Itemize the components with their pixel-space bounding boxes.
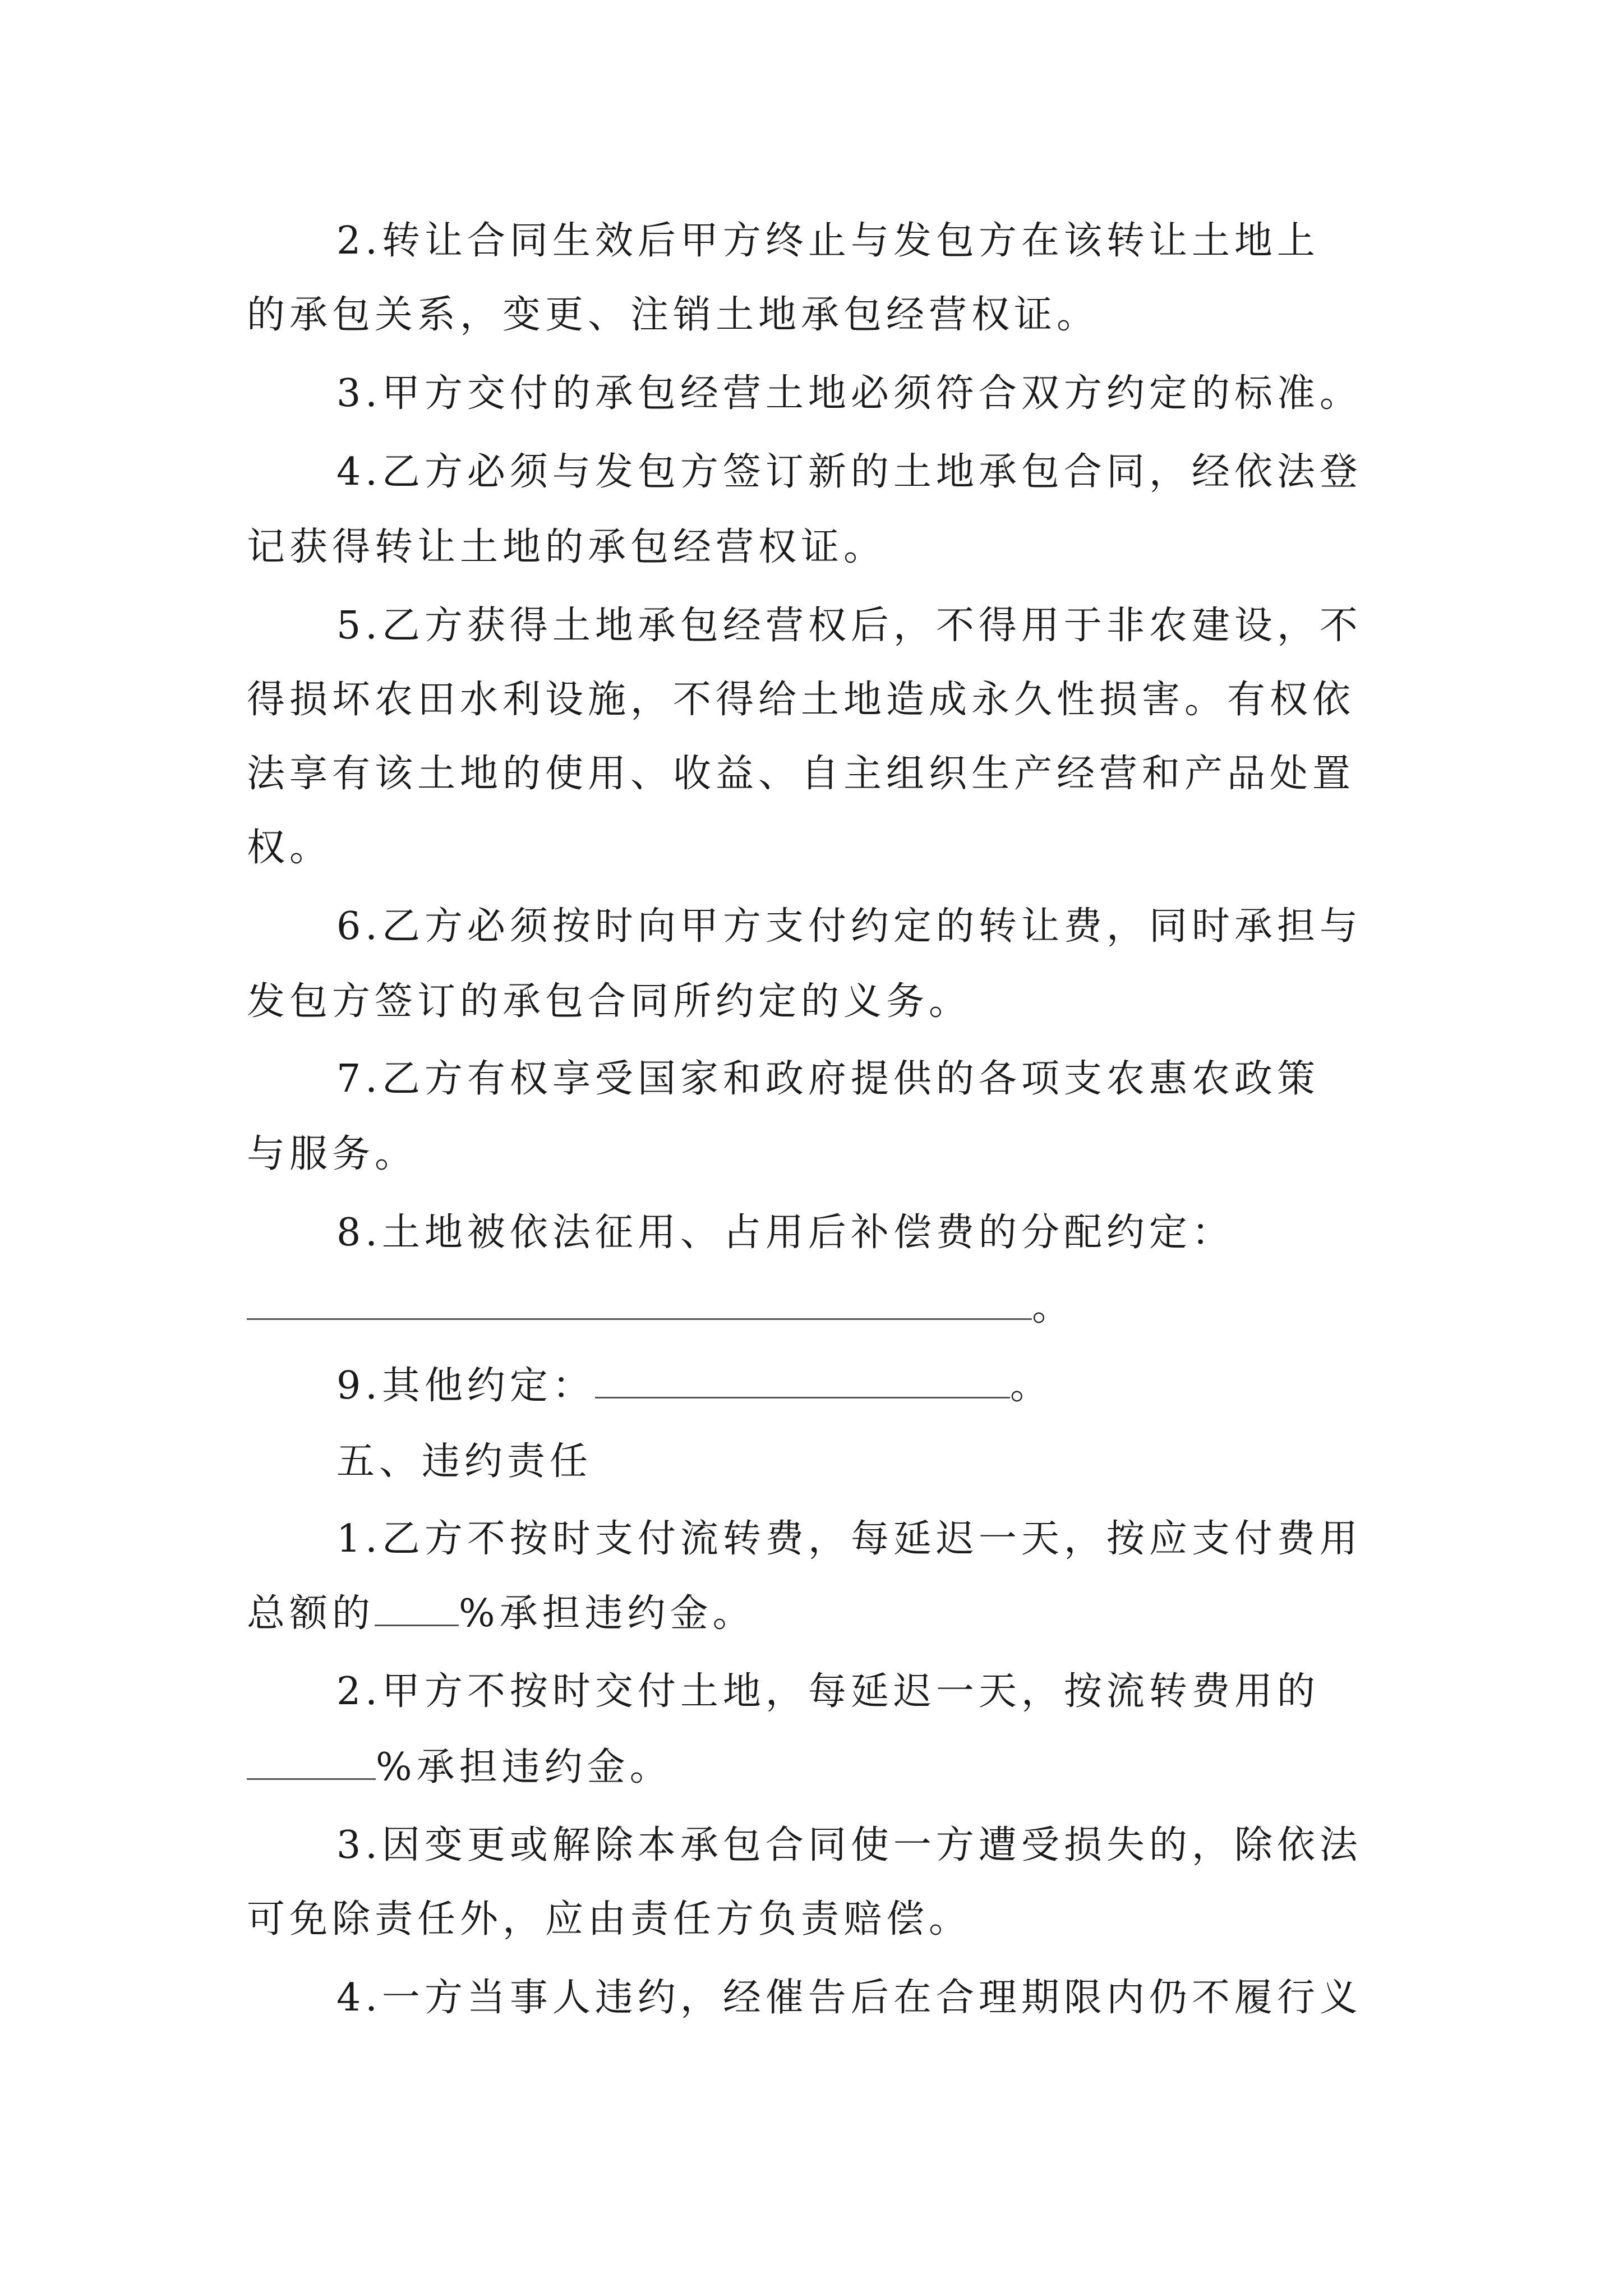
clause-4-8-line-1: 8.土地被依法征用、占用后补偿费的分配约定： — [336, 1211, 1234, 1255]
clause-4-6-line-2: 发包方签订的承包合同所约定的义务。 — [247, 979, 972, 1024]
period: 。 — [1009, 1364, 1053, 1408]
fill-blank-other-agreement[interactable] — [595, 1358, 1010, 1398]
clause-4-5-line-1: 5.乙方获得土地承包经营权后，不得用于非农建设，不 — [336, 604, 1362, 648]
fill-blank-late-payment-rate[interactable] — [375, 1585, 459, 1626]
clause-5-1-line-1: 1.乙方不按时支付流转费，每延迟一天，按应支付费用 — [336, 1517, 1362, 1561]
clause-4-2-line-2: 的承包关系，变更、注销土地承包经营权证。 — [247, 293, 1100, 337]
section-5-heading: 五、违约责任 — [336, 1439, 593, 1484]
clause-4-4-line-1: 4.乙方必须与发包方签订新的土地承包合同，经依法登 — [336, 450, 1362, 494]
clause-4-6-line-1: 6.乙方必须按时向甲方支付约定的转让费，同时承担与 — [336, 904, 1362, 949]
clause-4-7-line-2: 与服务。 — [247, 1132, 418, 1176]
clause-4-4-line-2: 记获得转让土地的承包经营权证。 — [247, 525, 887, 569]
clause-5-4-line-1: 4.一方当事人违约，经催告后在合理期限内仍不履行义 — [336, 1976, 1362, 2020]
clause-4-5-line-3: 法享有该土地的使用、收益、自主组织生产经营和产品处置 — [247, 752, 1355, 796]
clause-4-7-line-1: 7.乙方有权享受国家和政府提供的各项支农惠农政策 — [336, 1057, 1320, 1101]
period: 。 — [1032, 1285, 1075, 1329]
fill-blank-compensation[interactable] — [247, 1279, 1032, 1320]
clause-5-2-line-2 — [247, 1739, 672, 1796]
clause-4-2-line-1: 2.转让合同生效后甲方终止与发包方在该转让土地上 — [336, 219, 1320, 263]
clause-4-9-line-1 — [336, 1358, 1053, 1414]
clause-5-3-line-1: 3.因变更或解除本承包合同使一方遭受损失的，除依法 — [336, 1823, 1362, 1867]
penalty-text: %承担违约金。 — [376, 1745, 672, 1789]
clause-5-1-line-2 — [247, 1585, 755, 1642]
clause-4-3-line-1: 3.甲方交付的承包经营土地必须符合双方约定的标准。 — [336, 371, 1362, 416]
clause-4-5-line-2: 得损坏农田水利设施，不得给土地造成永久性损害。有权依 — [247, 678, 1355, 722]
other-agreement-label: 9.其他约定： — [336, 1364, 595, 1408]
total-amount-label: 总额的 — [247, 1591, 375, 1636]
clause-5-3-line-2: 可免除责任外，应由责任方负责赔偿。 — [247, 1897, 972, 1941]
clause-4-8-line-2 — [247, 1279, 1075, 1336]
penalty-text: %承担违约金。 — [459, 1591, 755, 1636]
clause-5-2-line-1: 2.甲方不按时交付土地，每延迟一天，按流转费用的 — [336, 1669, 1320, 1714]
fill-blank-late-delivery-rate[interactable] — [247, 1739, 376, 1780]
clause-4-5-line-4: 权。 — [247, 826, 333, 870]
